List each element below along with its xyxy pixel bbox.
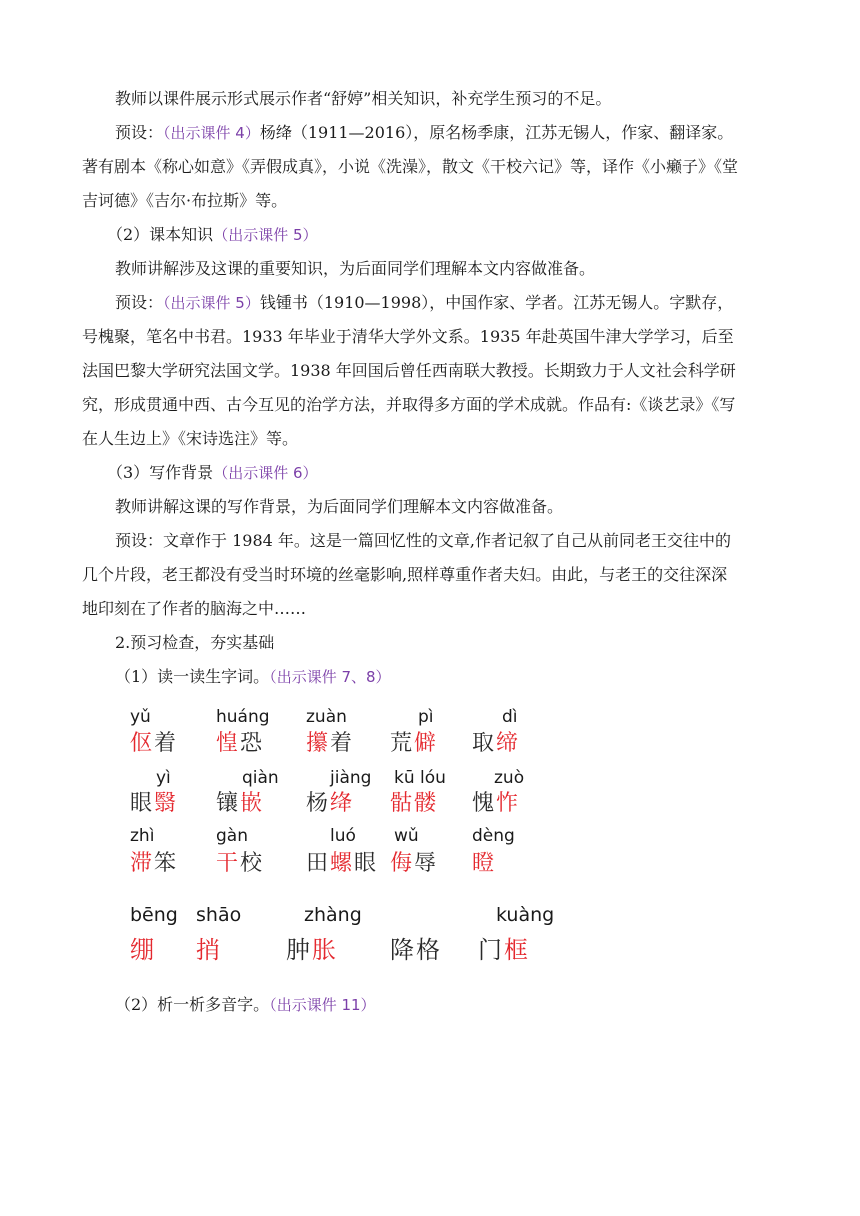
vocab-char: 肿 bbox=[286, 936, 312, 964]
paragraph-yang-jiang-line3: 吉诃德》《吉尔·布拉斯》等。 bbox=[82, 191, 288, 210]
pinyin-label: zuàn bbox=[306, 707, 347, 727]
vocab-target-char: 怍 bbox=[496, 791, 521, 816]
vocab-target-char: 胀 bbox=[312, 936, 338, 964]
pinyin-label: luó bbox=[330, 826, 356, 846]
vocab-char: 镶 bbox=[216, 791, 241, 816]
pinyin-label: jiàng bbox=[330, 768, 372, 788]
pinyin-label: qiàn bbox=[242, 768, 279, 788]
vocab-word bbox=[472, 846, 496, 877]
vocab-target-char: 瞪 bbox=[472, 851, 497, 876]
paragraph-qian-line2: 号槐聚，笔名中书君。1933 年毕业于清华大学外文系。1935 年赴英国牛津大学学习，后至 bbox=[82, 327, 734, 346]
paragraph-background-line3: 地印刻在了作者的脑海之中…… bbox=[82, 599, 307, 618]
vocab-word bbox=[390, 846, 438, 877]
pinyin-label: huáng bbox=[216, 707, 270, 727]
vocab-target-char: 捎 bbox=[196, 936, 222, 964]
vocab-word bbox=[306, 786, 354, 817]
vocab-word bbox=[390, 726, 438, 757]
paragraph-qian-line4: 究，形成贯通中西、古今互见的治学方法，并取得多方面的学术成就。作品有:《谈艺录》《写 bbox=[82, 395, 736, 414]
vocab-target-char: 伛 bbox=[130, 731, 155, 756]
pinyin-label: zhì bbox=[130, 826, 155, 846]
vocab-target-char: 绛 bbox=[330, 791, 355, 816]
vocab-char: 着 bbox=[154, 731, 179, 756]
vocab-word bbox=[286, 930, 338, 965]
pinyin-label: dì bbox=[502, 707, 518, 727]
paragraph-knowledge-intro: 教师讲解涉及这课的重要知识，为后面同学们理解本文内容做准备。 bbox=[115, 259, 596, 278]
vocab-target-char: 翳 bbox=[154, 791, 179, 816]
courseware-tag: （出示课件 11） bbox=[269, 996, 376, 1014]
vocab-word bbox=[130, 726, 178, 757]
courseware-tag: （出示课件 5） bbox=[213, 226, 318, 244]
vocab-char: 杨 bbox=[306, 791, 331, 816]
pinyin-label: yì bbox=[156, 768, 171, 788]
vocab-word bbox=[472, 786, 520, 817]
vocab-word bbox=[216, 786, 264, 817]
vocab-target-char: 攥 bbox=[306, 731, 331, 756]
vocab-char: 降格 bbox=[390, 936, 442, 964]
vocab-word bbox=[216, 846, 264, 877]
paragraph-background-line2: 几个片段，老王都没有受当时环境的丝毫影响,照样尊重作者夫妇。由此，与老王的交往深深 bbox=[82, 565, 728, 584]
pinyin-label: kuàng bbox=[496, 904, 555, 926]
vocab-word bbox=[196, 930, 222, 965]
vocab-target-char: 嵌 bbox=[240, 791, 265, 816]
paragraph-qian-line5: 在人生边上》《宋诗选注》等。 bbox=[82, 429, 299, 448]
vocab-word bbox=[306, 726, 354, 757]
paragraph-yang-jiang-line2: 著有剧本《称心如意》《弄假成真》，小说《洗澡》，散文《干校六记》等，译作《小癞子》《堂 bbox=[82, 157, 739, 176]
vocab-char: 荒 bbox=[390, 731, 415, 756]
vocab-target-char: 骷髅 bbox=[390, 791, 439, 816]
vocab-char: 愧 bbox=[472, 791, 497, 816]
vocab-char: 眼 bbox=[130, 791, 155, 816]
courseware-tag: （出示课件 7、8） bbox=[269, 668, 391, 686]
vocab-char: 着 bbox=[330, 731, 355, 756]
paragraph-background-intro: 教师讲解这课的写作背景，为后面同学们理解本文内容做准备。 bbox=[115, 497, 564, 516]
heading-writing-background: （3）写作背景（出示课件 6） bbox=[107, 463, 318, 482]
vocab-char: 眼 bbox=[354, 851, 379, 876]
vocab-word bbox=[216, 726, 264, 757]
vocab-word bbox=[306, 846, 378, 877]
vocab-target-char: 僻 bbox=[414, 731, 439, 756]
heading-textbook-knowledge: （2）课本知识（出示课件 5） bbox=[107, 225, 318, 244]
vocab-target-char: 惶 bbox=[216, 731, 241, 756]
vocab-target-char: 侮 bbox=[390, 851, 415, 876]
vocab-target-char: 干 bbox=[216, 851, 241, 876]
vocab-word bbox=[472, 726, 520, 757]
vocab-char: 辱 bbox=[414, 851, 439, 876]
vocab-word bbox=[130, 786, 178, 817]
vocab-target-char: 缔 bbox=[496, 731, 521, 756]
paragraph-yang-jiang: 预设：（出示课件 4）杨绛（1911—2016），原名杨季康，江苏无锡人，作家、翻译家。 bbox=[115, 123, 734, 142]
paragraph-intro: 教师以课件展示形式展示作者“舒婷”相关知识，补充学生预习的不足。 bbox=[115, 89, 612, 108]
pinyin-label: zuò bbox=[494, 768, 525, 788]
pinyin-label: dèng bbox=[472, 826, 515, 846]
paragraph-qian-zhongshu: 预设：（出示课件 5）钱锺书（1910—1998），中国作家、学者。江苏无锡人。字默存， bbox=[115, 293, 734, 312]
pinyin-label: gàn bbox=[216, 826, 248, 846]
courseware-tag: （出示课件 6） bbox=[213, 464, 318, 482]
section-heading-preview-check: 2.预习检查，夯实基础 bbox=[115, 633, 275, 652]
vocab-char: 恐 bbox=[240, 731, 265, 756]
vocab-word bbox=[390, 786, 438, 817]
vocab-target-char: 滞 bbox=[130, 851, 155, 876]
pinyin-label: wǔ bbox=[394, 826, 419, 846]
pinyin-label: bēng bbox=[130, 904, 178, 926]
vocab-char: 取 bbox=[472, 731, 497, 756]
paragraph-background: 预设：文章作于 1984 年。这是一篇回忆性的文章,作者记叙了自己从前同老王交往中的 bbox=[115, 531, 731, 550]
pinyin-label: pì bbox=[418, 707, 434, 727]
pinyin-label: shāo bbox=[196, 904, 242, 926]
vocab-char: 田 bbox=[306, 851, 331, 876]
vocab-word bbox=[130, 846, 178, 877]
pinyin-label: kū lóu bbox=[394, 768, 446, 788]
vocab-target-char: 螺 bbox=[330, 851, 355, 876]
vocab-char: 门 bbox=[478, 936, 504, 964]
vocab-char: 笨 bbox=[154, 851, 179, 876]
vocab-char: 校 bbox=[240, 851, 265, 876]
courseware-tag: （出示课件 4） bbox=[163, 124, 260, 142]
vocab-word bbox=[130, 930, 156, 965]
heading-read-words: （1）读一读生字词。（出示课件 7、8） bbox=[115, 667, 391, 686]
paragraph-qian-line3: 法国巴黎大学研究法国文学。1938 年回国后曾任西南联大教授。长期致力于人文社会科学研 bbox=[82, 361, 736, 380]
courseware-tag: （出示课件 5） bbox=[163, 294, 260, 312]
vocab-target-char: 框 bbox=[504, 936, 530, 964]
pinyin-label: zhàng bbox=[304, 904, 362, 926]
vocab-target-char: 绷 bbox=[130, 936, 156, 964]
vocab-word bbox=[390, 930, 442, 965]
pinyin-label: yǔ bbox=[130, 707, 151, 727]
vocab-word bbox=[478, 930, 530, 965]
heading-polyphonic: （2）析一析多音字。（出示课件 11） bbox=[115, 995, 376, 1014]
